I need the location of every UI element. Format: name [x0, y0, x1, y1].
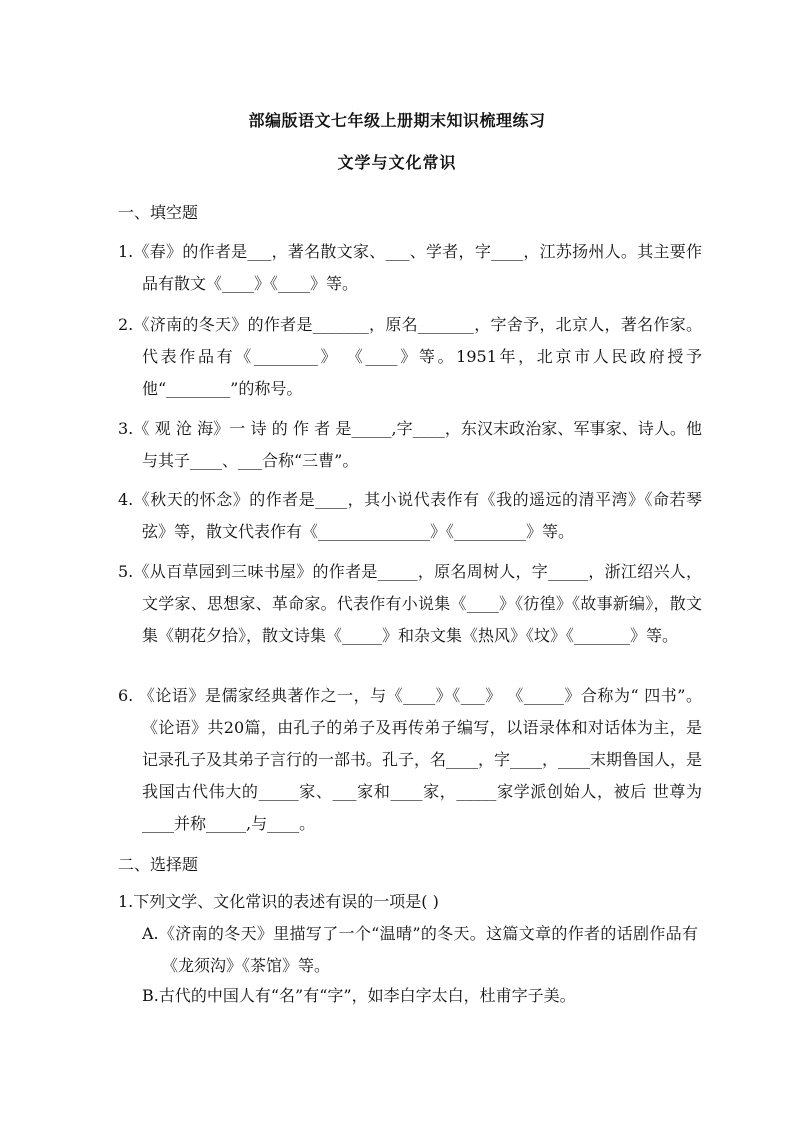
question-5: 5.《从百草园到三味书屋》的作者是_____，原名周树人，字_____，浙江绍兴人，文学家、思想家、革命家。代表作有小说集《____》《彷徨》《故事新编》，散文集《朝花夕拾》，散文诗集《_____》和杂文集《热风》《坟》《_______》等。	[118, 562, 702, 645]
document-subtitle: 文学与文化常识	[337, 153, 457, 172]
choice-option-b: B.古代的中国人有“名”有“字”，如李白字太白，杜甫字子美。	[142, 986, 576, 1005]
section-heading-multiple-choice: 二、选择题	[118, 855, 199, 874]
choice-question-1: 1.下列文学、文化常识的表述有误的一项是( )	[118, 892, 439, 911]
question-6: 6. 《论语》是儒家经典著作之一，与《____》《___》 《_____》合称为“ 四书”。《论语》共20篇，由孔子的弟子及再传弟子编写，以语录体和对话体为主，是记录孔子及其弟子言行的一部书。孔子，名____，字____，____末期鲁国人，是我国古代伟大的_____家、___家和____家，_____家学派创始人，被后 世尊为____并称_____,与____。	[118, 686, 703, 833]
question-4: 4.《秋天的怀念》的作者是____，其小说代表作有《我的遥远的清平湾》《命若琴弦》等，散文代表作有《______________》《_________》等。	[118, 490, 702, 541]
document-title: 部编版语文七年级上册期末知识梳理练习	[248, 111, 546, 130]
question-3: 3.《 观 沧 海》一 诗 的 作 者 是_____,字____，东汉末政治家、军事家、诗人。他与其子____、___合称“三曹”。	[118, 419, 702, 470]
question-2: 2.《济南的冬天》的作者是_______，原名_______，字舍予，北京人，著名作家。代表作品有《________》 《____》等。1951年，北京市人民政府授予他“________”的称号。	[118, 315, 702, 398]
question-1: 1.《春》的作者是___，著名散文家、___、学者，字____，江苏扬州人。其主要作品有散文《____》《____》等。	[118, 242, 702, 293]
section-heading-fill-in: 一、填空题	[118, 203, 199, 222]
choice-option-a: A.《济南的冬天》里描写了一个“温晴”的冬天。这篇文章的作者的话剧作品有《龙须沟》《茶馆》等。	[142, 924, 698, 975]
